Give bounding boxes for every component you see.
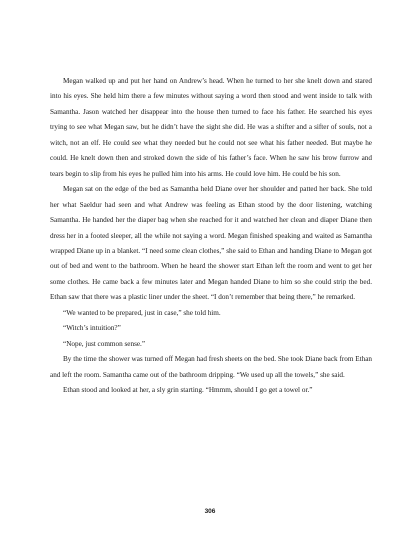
paragraph: Megan walked up and put her hand on Andrew’s head. When he turned to her she knelt down and stared into his eyes. She held him there a few minutes without saying a word then stood and went inside to talk with Samantha. Jason watched her disappear into the house then turned to face his father. He searched his eyes trying to see what Megan saw, but he didn’t have the sight she did. He was a shifter and a sifter of souls, not a witch, not an elf. He could see what they needed but he could not see what his father needed. But maybe he could. He knelt down then and stroked down the side of his father’s face. When he saw his brow furrow and tears begin to slip from his eyes he pulled him into his arms. He could love him. He could be his son. xyxy=(50,77,372,178)
paragraph: “We wanted to be prepared, just in case,” she told him. xyxy=(63,308,221,317)
paragraph: Ethan stood and looked at her, a sly grin starting. “Hmmm, should I go get a towel or.” xyxy=(63,386,313,395)
paragraph: “Nope, just common sense.” xyxy=(63,339,146,348)
body-text xyxy=(50,74,372,399)
paragraph: Megan sat on the edge of the bed as Samantha held Diane over her shoulder and patted her back. She told her what Saeldur had seen and what Andrew was feeling as Ethan stood by the door listening, watching Samantha. He handed her the diaper bag when she reached for it and watched her clean and diaper Diane then dress her in a footed sleeper, all the while not saying a word. Megan finished speaking and waited as Samantha wrapped Diane up in a blanket. “I need some clean clothes,” she said to Ethan and handing Diane to Megan got out of bed and went to the bathroom. When he heard the shower start Ethan left the room and went to get her some clothes. He came back a few minutes later and Megan handed Diane to him so she could strip the bed. Ethan saw that there was a plastic liner under the sheet. “I don’t remember that being there,” he remarked. xyxy=(50,185,372,302)
paragraph: “Witch’s intuition?” xyxy=(63,324,121,333)
page-number: 306 xyxy=(204,508,216,515)
paragraph: By the time the shower was turned off Megan had fresh sheets on the bed. She took Diane back from Ethan and left the room. Samantha came out of the bathroom dripping. “We used up all the towels,” she said. xyxy=(50,355,372,379)
